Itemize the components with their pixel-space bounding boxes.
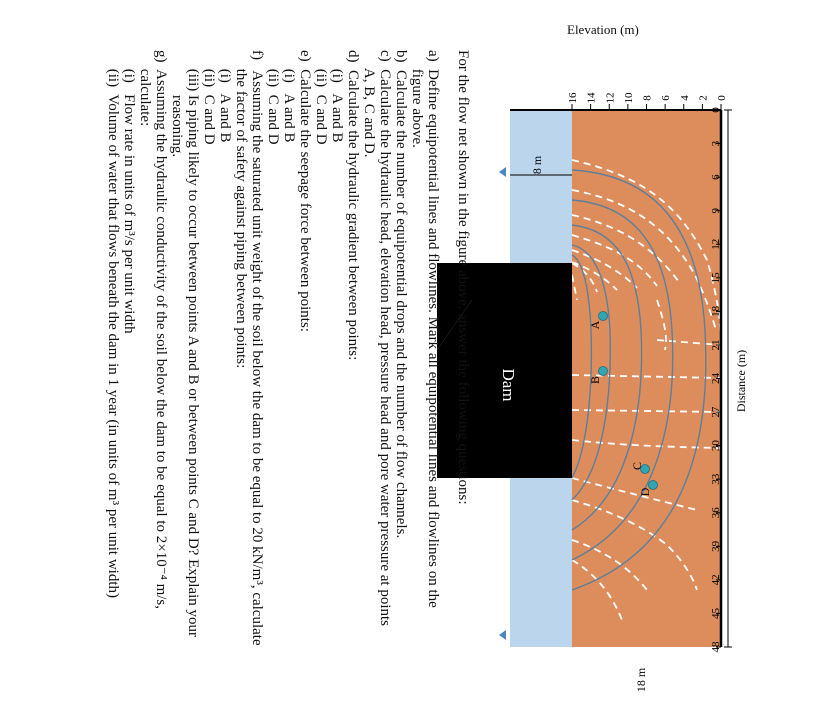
distance-tick-label: 39 bbox=[710, 540, 722, 552]
downstream-water-marker bbox=[499, 630, 506, 640]
question-line: (ii) Volume of water that flows beneath the dam in 1 year (in units of m³ per unit width) bbox=[105, 50, 121, 598]
question-line: f) Assuming the saturated unit weight of the soil below the dam to be equal to 20 kN/m³, calculate bbox=[249, 50, 265, 646]
question-line: d) Calculate the hydraulic gradient between points: bbox=[345, 50, 361, 361]
distance-tick-label: 12 bbox=[710, 238, 722, 250]
distance-tick-label: 33 bbox=[710, 473, 722, 485]
distance-tick-label: 42 bbox=[710, 574, 722, 586]
elevation-tick-label: 4 bbox=[678, 95, 691, 101]
question-line: (i) A and B bbox=[217, 50, 233, 143]
elevation-tick-label: 0 bbox=[716, 95, 728, 101]
distance-tick-label: 15 bbox=[710, 272, 722, 284]
dam-label: Dam bbox=[499, 368, 518, 402]
elevation-ticks bbox=[567, 92, 728, 110]
question-line: reasoning. bbox=[169, 50, 185, 158]
point-label: D bbox=[638, 487, 652, 497]
question-line: a) Define equipotential lines and flowlines. Mark all equipotential lines and flowlines on the bbox=[425, 50, 441, 608]
distance-tick-label: 45 bbox=[710, 607, 722, 619]
question-line: (ii) C and D bbox=[201, 50, 217, 145]
question-line: b) Calculate the number of equipotential drops and the number of flow channels. bbox=[393, 50, 409, 539]
question-line: c) Calculate the hydraulic head, elevation head, pressure head and pore water pressure at points bbox=[377, 50, 393, 627]
question-line: A, B, C and D. bbox=[361, 50, 377, 158]
distance-tick-label: 0 bbox=[710, 107, 722, 113]
distance-axis-label: Distance (m) bbox=[734, 349, 748, 413]
elevation-tick-label: 14 bbox=[585, 92, 598, 104]
elevation-tick-label: 6 bbox=[660, 95, 673, 101]
upstream-water-marker bbox=[499, 167, 506, 177]
elevation-tick-label: 8 bbox=[641, 95, 654, 101]
point-b bbox=[599, 367, 608, 376]
water-depth-label: 8 m bbox=[530, 155, 544, 175]
distance-tick-label: 21 bbox=[710, 339, 722, 351]
distance-tick-label: 6 bbox=[710, 174, 722, 180]
question-line: g) Assuming the hydraulic conductivity of the soil below the dam to be equal to 2×10⁻⁴ m/s, bbox=[153, 50, 169, 610]
question-line: (ii) C and D bbox=[265, 50, 281, 145]
distance-tick-label: 36 bbox=[710, 507, 722, 519]
distance-tick-label: 24 bbox=[710, 373, 722, 384]
question-line: figure above. bbox=[409, 50, 425, 148]
question-line: (iii) Is piping likely to occur between points A and B or between points C and D? Explain your bbox=[185, 50, 201, 637]
elevation-tick-label: 16 bbox=[567, 92, 579, 104]
distance-tick-label: 9 bbox=[710, 207, 722, 214]
elevation-tick-label: 2 bbox=[697, 95, 710, 101]
elevation-axis-title: Elevation (m) bbox=[567, 22, 639, 37]
question-list bbox=[105, 50, 441, 646]
elevation-tick-label: 10 bbox=[622, 92, 635, 104]
question-line: (i) Flow rate in units of m³/s per unit width bbox=[121, 50, 137, 334]
distance-tick-label: 3 bbox=[710, 140, 722, 147]
point-label: A bbox=[588, 320, 602, 330]
question-line: (ii) C and D bbox=[313, 50, 329, 145]
distance-tick-label: 30 bbox=[710, 440, 722, 452]
distance-tick-label: 48 bbox=[710, 641, 722, 653]
question-intro: For the flow net shown in the figure above, answer the following questions: bbox=[455, 50, 471, 505]
point-a bbox=[599, 312, 608, 321]
distance-tick-label: 27 bbox=[710, 406, 722, 418]
point-label: B bbox=[588, 375, 602, 385]
distance-tick-label: 18 bbox=[710, 305, 722, 317]
question-line: the factor of safety against piping between points: bbox=[233, 50, 249, 369]
question-line: calculate: bbox=[137, 50, 153, 127]
elevation-tick-label: 12 bbox=[604, 92, 617, 104]
question-line: (i) A and B bbox=[281, 50, 297, 143]
point-label: C bbox=[630, 461, 644, 471]
flow-net-figure bbox=[437, 0, 817, 720]
width-label: 18 m bbox=[634, 667, 648, 693]
question-line: (i) A and B bbox=[329, 50, 345, 143]
question-line: e) Calculate the seepage force between points: bbox=[297, 50, 313, 332]
